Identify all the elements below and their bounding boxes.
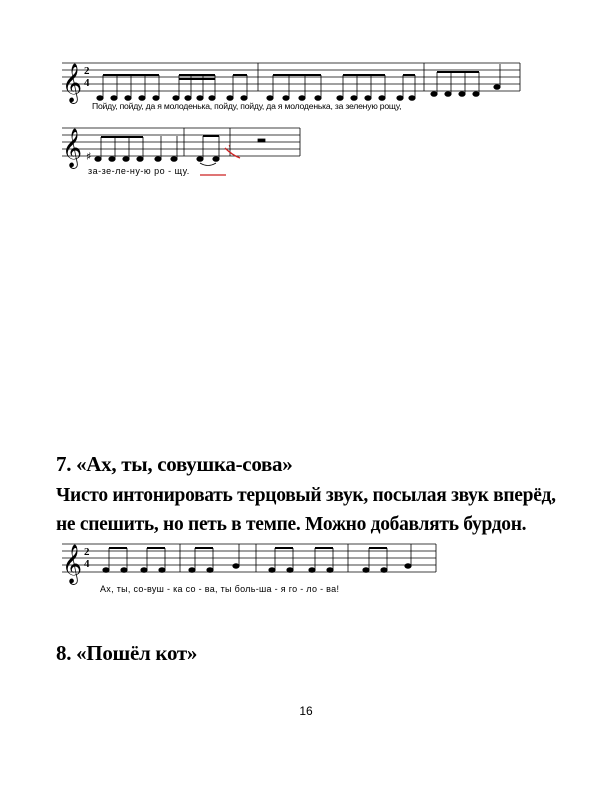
page-number: 16 <box>299 704 313 718</box>
svg-text:,: , <box>228 138 231 148</box>
svg-text:4: 4 <box>84 77 90 89</box>
section-7-text-line-1: Чисто интонировать терцовый звук, посылая звук вперёд, <box>56 485 556 506</box>
notes-line-2 <box>95 136 265 166</box>
section-7-text-line-2: не спешить, но петь в темпе. Можно добавлять бурдон. <box>56 514 527 535</box>
lyrics-line-1: Пойду, пойду, да я молоденька, пойду, пойду, да я молоденька, за зеленую рощу, <box>92 101 402 111</box>
section-7-heading: 7. «Ах, ты, совушка-сова» <box>56 452 293 476</box>
svg-text:2: 2 <box>84 65 90 77</box>
lyrics-score-2: Ах, ты, со-вуш - ка со - ва, ты боль-ша - я го - ло - ва! <box>100 584 340 594</box>
treble-clef: 𝄞 <box>62 63 83 103</box>
section-8-heading: 8. «Пошёл кот» <box>56 641 198 665</box>
svg-text:2: 2 <box>84 546 90 558</box>
treble-clef-3: 𝄞 <box>62 544 83 584</box>
notes-line-1 <box>97 64 500 100</box>
svg-text:♯: ♯ <box>86 150 92 163</box>
svg-text:4: 4 <box>84 558 90 570</box>
treble-clef-2: 𝄞 <box>62 128 83 168</box>
lyrics-line-2: за-зе-ле-ну-ю ро - щу. <box>88 166 190 176</box>
red-annotation-curve <box>225 148 240 158</box>
